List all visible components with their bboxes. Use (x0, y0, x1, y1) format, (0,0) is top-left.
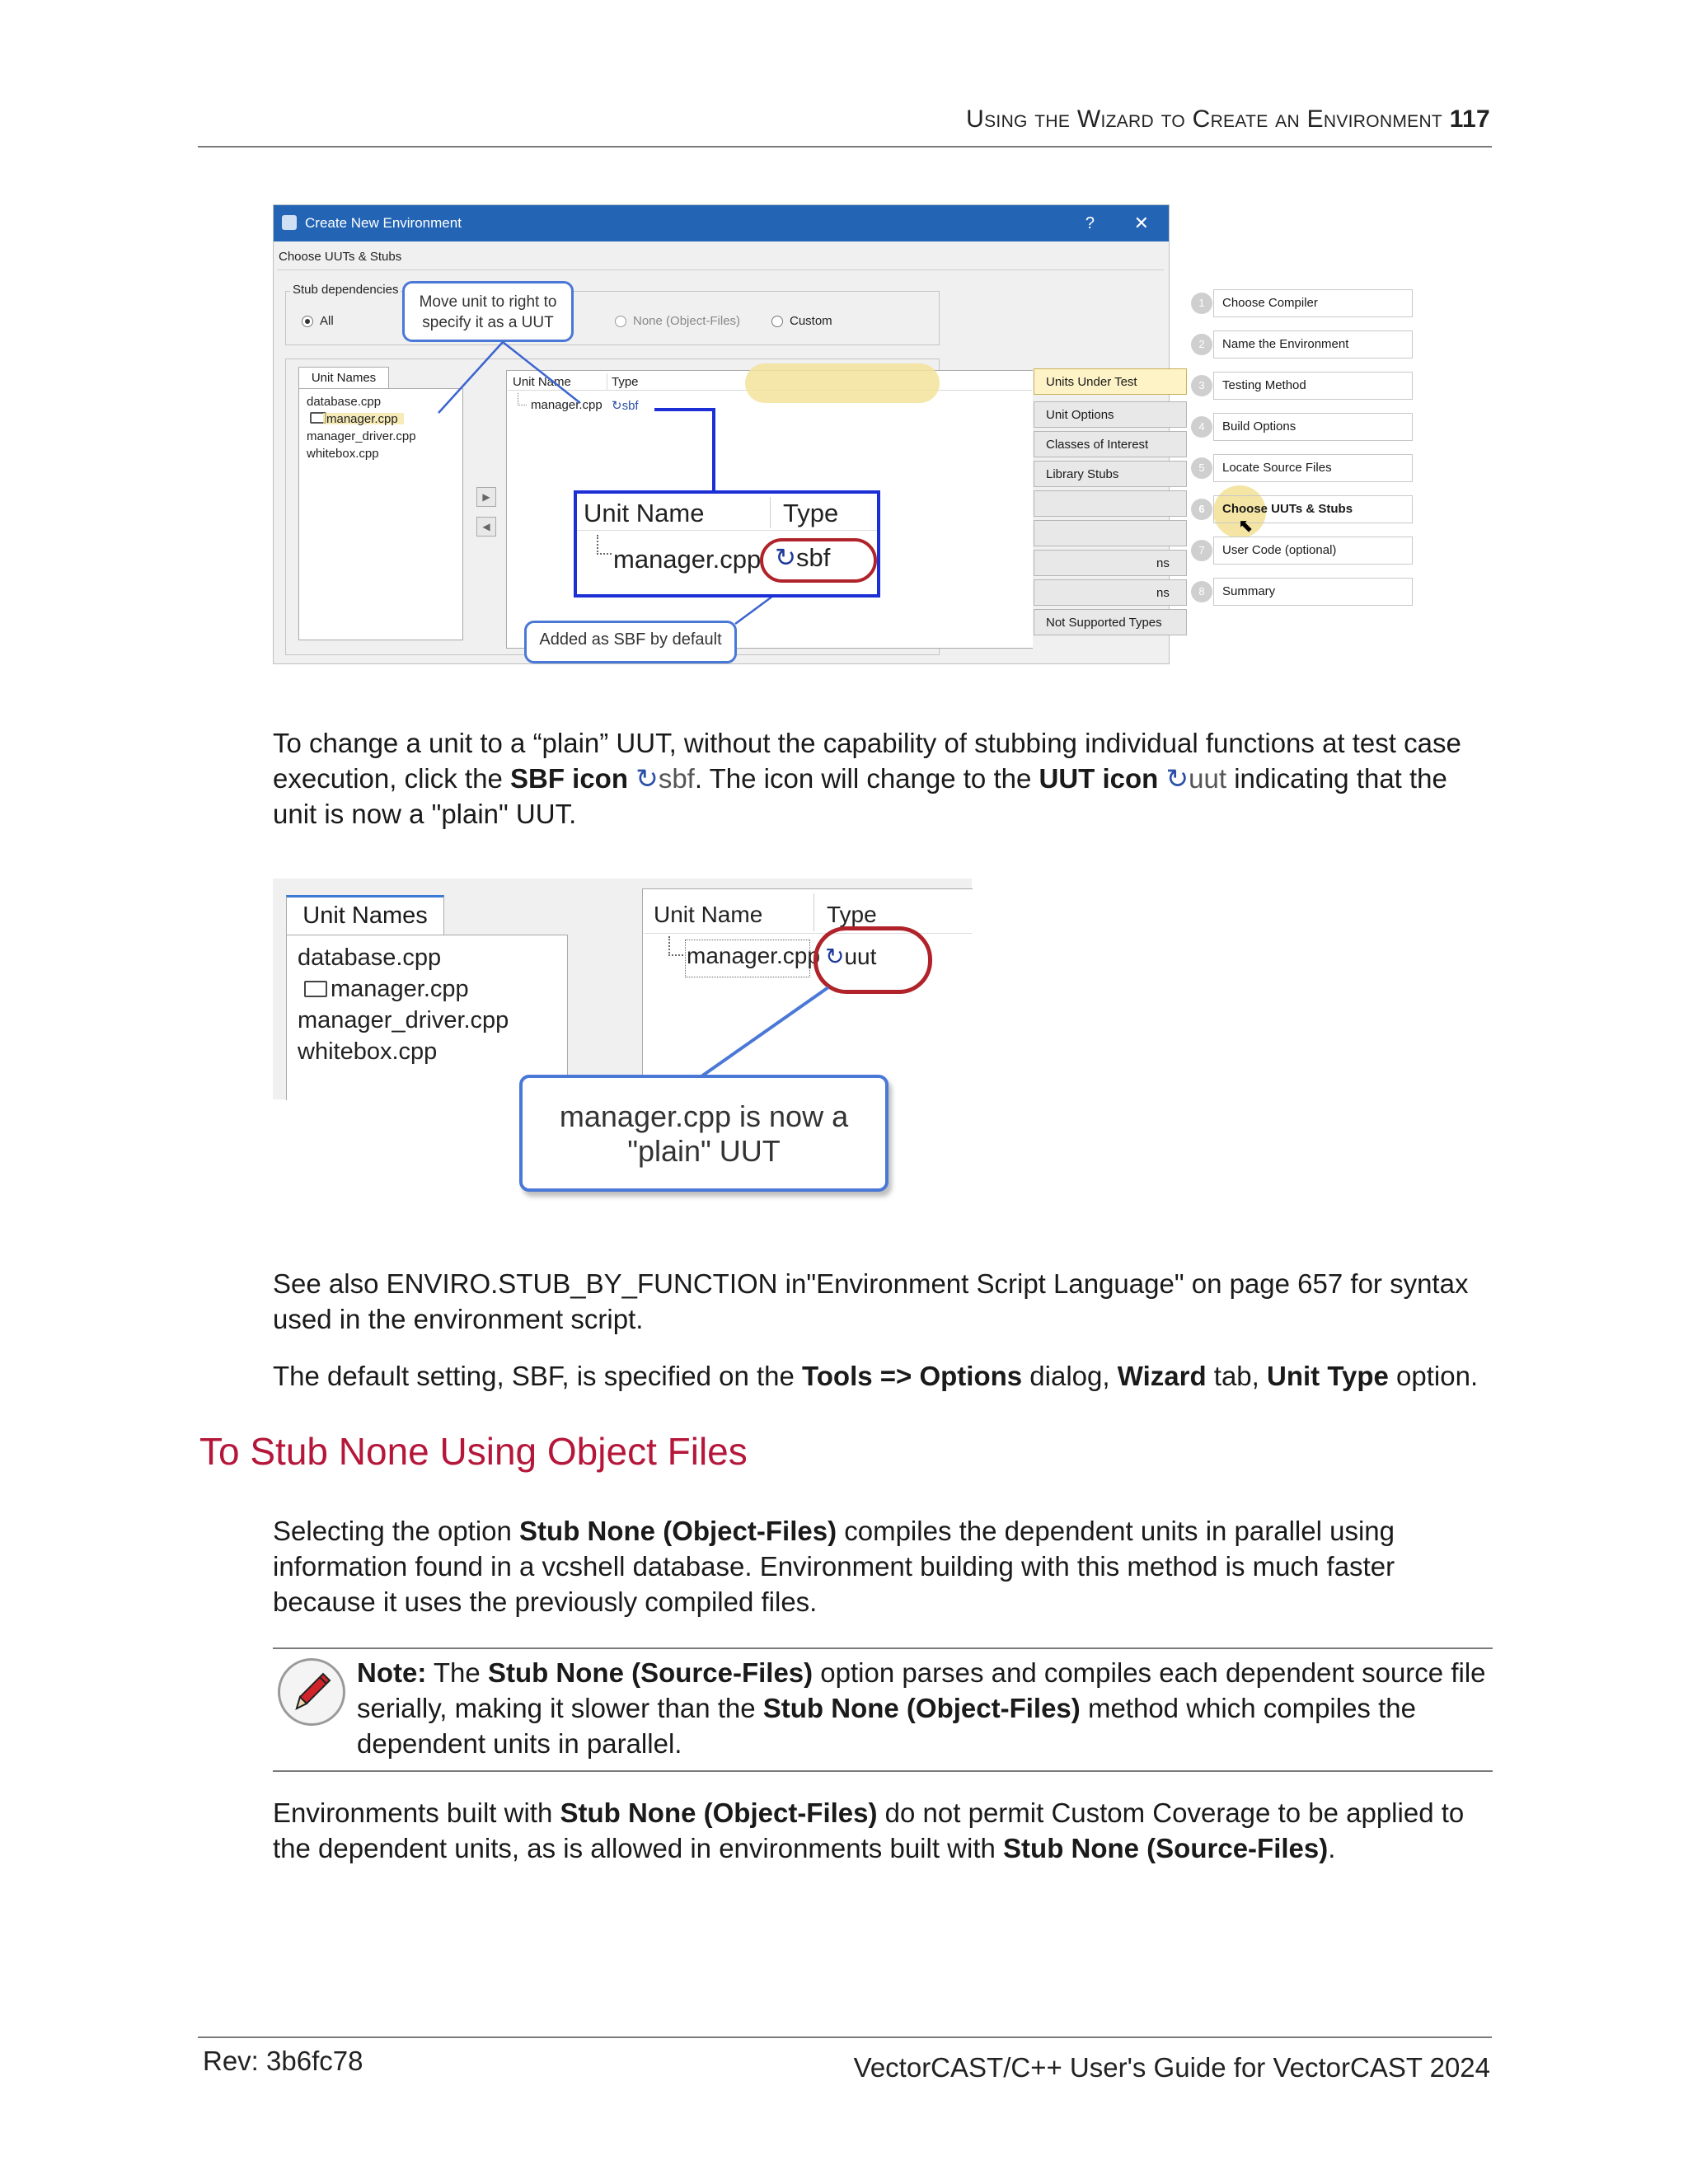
paragraph-change-unit (273, 725, 1484, 832)
note-bottom-rule (273, 1770, 1493, 1772)
list-item[interactable]: database.cpp (298, 944, 442, 971)
zoom-tree-connector (597, 535, 612, 555)
step-number: 6 (1191, 499, 1212, 520)
zoom-sbf-icon: ↻sbf (775, 543, 831, 572)
step-label: Name the Environment (1222, 337, 1349, 351)
bold-text: Stub None (Object-Files) (519, 1516, 837, 1546)
sbf-icon[interactable]: ↻sbf (612, 399, 639, 413)
step-label: Locate Source Files (1222, 461, 1332, 475)
bold-text: Stub None (Source-Files) (1003, 1833, 1329, 1863)
note-text (357, 1655, 1486, 1761)
text: The default setting, SBF, is specified on the (273, 1361, 803, 1391)
list-item[interactable]: whitebox.cpp (307, 447, 379, 461)
text: method which compiles the dependent units in parallel. (357, 1693, 1416, 1759)
bold-text: Unit Type (1267, 1361, 1389, 1391)
paragraph-environments (273, 1795, 1501, 1866)
tab-unit-names[interactable]: Unit Names (286, 895, 444, 937)
callout-plain-uut: manager.cpp is now a "plain" UUT (519, 1075, 889, 1192)
tab-not-supported-types[interactable]: Not Supported Types (1034, 609, 1187, 635)
tab-library-stubs[interactable]: Library Stubs (1034, 461, 1187, 487)
zoom-col-unit-name: Unit Name (584, 499, 705, 527)
bold-text: Stub None (Object-Files) (762, 1693, 1081, 1723)
step-label: Summary (1222, 584, 1276, 598)
zoom-tree-item: manager.cpp (613, 545, 762, 574)
highlight-units-under-test (745, 363, 940, 403)
col-unit-name: Unit Name (654, 902, 763, 927)
wizard-step-5[interactable] (1198, 454, 1413, 482)
text: Selecting the option (273, 1516, 520, 1546)
list-item[interactable]: whitebox.cpp (298, 1038, 438, 1065)
inline-uut-text: uut (1189, 763, 1227, 794)
tab-unit-names[interactable]: Unit Names (298, 367, 389, 389)
wizard-step-8[interactable] (1198, 578, 1413, 606)
bold-text: Wizard (1117, 1361, 1207, 1391)
bold-text: SBF icon (509, 763, 628, 794)
list-item[interactable]: manager.cpp (331, 976, 469, 1002)
step-number: 7 (1191, 540, 1212, 561)
bold-text: Stub None (Object-Files) (560, 1797, 878, 1828)
list-item[interactable]: manager.cpp (326, 412, 398, 426)
radio-all-label: All (320, 314, 334, 328)
tab-unit-options[interactable]: Unit Options (1034, 401, 1187, 428)
tree-type: sbf (621, 399, 639, 413)
inline-sbf-icon: ↻sbf (635, 763, 695, 794)
stub-group-label: Stub dependencies (290, 283, 401, 297)
text: . The icon will change to the (694, 763, 1039, 794)
wizard-step-7[interactable] (1198, 537, 1413, 565)
footer-guide-title: VectorCAST/C++ User's Guide for VectorCAST 2024 (853, 2052, 1490, 2083)
callout-connector (273, 879, 972, 1093)
wizard-step-3[interactable] (1198, 372, 1413, 400)
tab-classes-of-interest[interactable]: Classes of Interest (1034, 431, 1187, 457)
close-icon[interactable]: ✕ (1133, 213, 1149, 233)
zoom-type-value: sbf (795, 543, 831, 572)
tab-hidden-1[interactable] (1034, 490, 1187, 517)
zoom-col-type: Type (783, 499, 839, 527)
step-number: 1 (1191, 293, 1212, 314)
zoom-col-divider (770, 497, 771, 528)
step-number: 5 (1191, 457, 1212, 479)
step-label: Choose UUTs & Stubs (1222, 502, 1353, 516)
step-label: User Code (optional) (1222, 543, 1337, 557)
list-item[interactable]: manager_driver.cpp (298, 1007, 509, 1033)
page-number: 117 (1449, 105, 1490, 133)
step-number: 3 (1191, 375, 1212, 396)
step-number: 8 (1191, 581, 1212, 602)
wizard-step-2[interactable] (1198, 330, 1413, 359)
window-title: Create New Environment (305, 215, 462, 231)
text: Environments built with (273, 1797, 560, 1828)
pencil-icon (278, 1658, 345, 1726)
tab-partial-2[interactable]: ns (1034, 579, 1187, 606)
col-unit-name: Unit Name (513, 375, 571, 389)
text: To change a unit to a “plain” UUT, without the capability of stubbing individual functions at test case execution, click the (273, 728, 1461, 794)
tab-hidden-2[interactable] (1034, 520, 1187, 546)
bold-text: Stub None (Source-Files) (487, 1657, 814, 1688)
paragraph-default-setting (273, 1358, 1501, 1394)
section-heading: To Stub None Using Object Files (199, 1430, 748, 1473)
step-label: Build Options (1222, 419, 1296, 434)
footer-revision: Rev: 3b6fc78 (203, 2046, 363, 2076)
paragraph-see-also: See also ENVIRO.STUB_BY_FUNCTION in"Environment Script Language" on page 657 for syntax used in the environment script. (273, 1268, 1469, 1334)
col-type: Type (612, 375, 639, 389)
inline-sbf-text: sbf (658, 763, 695, 794)
section-label: Choose UUTs & Stubs (279, 250, 402, 264)
uut-icon[interactable]: ↻uut (825, 944, 877, 969)
note-top-rule (273, 1647, 1493, 1649)
callout-added-sbf: Added as SBF by default (524, 621, 737, 663)
text: do not permit Custom Coverage to be applied to the dependent units, as is allowed in environments built with (273, 1797, 1465, 1863)
header-title: Using the Wizard to Create an Environment (966, 105, 1443, 133)
help-icon[interactable]: ? (1085, 214, 1095, 232)
tree-item[interactable]: manager.cpp (687, 943, 820, 968)
step-label: Choose Compiler (1222, 296, 1318, 310)
radio-custom-label: Custom (790, 314, 832, 328)
text: The (426, 1657, 488, 1688)
callout-move-unit: Move unit to right to specify it as a UUT (402, 281, 574, 342)
text: option parses and compiles each dependent source file serially, making it slower than the (357, 1657, 1486, 1723)
wizard-step-4[interactable] (1198, 413, 1413, 441)
running-header (966, 105, 1490, 134)
tab-partial-1[interactable]: ns (1034, 550, 1187, 576)
footer-rule (198, 2036, 1492, 2038)
text: dialog, (1022, 1361, 1118, 1391)
list-item[interactable]: database.cpp (307, 395, 382, 409)
note-label: Note: (357, 1657, 427, 1688)
text: tab, (1206, 1361, 1267, 1391)
create-environment-screenshot (273, 204, 1353, 664)
text: compiles the dependent units in parallel using information found in a vcshell database. Environment building with this method is much faster because it uses the previously compiled files. (273, 1516, 1395, 1617)
step-number: 2 (1191, 334, 1212, 355)
step-label: Testing Method (1222, 378, 1306, 392)
col-type: Type (827, 902, 877, 927)
bold-text: UUT icon (1039, 763, 1159, 794)
tree-type: uut (844, 944, 877, 969)
text: indicating that the unit is now a "plain" UUT. (273, 763, 1447, 829)
move-right-button[interactable]: ▶ (476, 487, 496, 507)
bold-text: Tools => Options (802, 1361, 1023, 1391)
inline-uut-icon: ↻uut (1165, 763, 1227, 794)
tab-units-under-test[interactable]: Units Under Test (1034, 368, 1187, 395)
wizard-step-1[interactable] (1198, 289, 1413, 317)
text: option. (1388, 1361, 1479, 1391)
list-item[interactable]: manager_driver.cpp (307, 429, 416, 443)
tree-item[interactable]: manager.cpp (531, 398, 603, 412)
step-number: 4 (1191, 416, 1212, 438)
text: . (1328, 1833, 1336, 1863)
radio-none-label: None (Object-Files) (633, 314, 741, 328)
move-left-button[interactable]: ◀ (476, 517, 496, 537)
paragraph-stub-none (273, 1513, 1493, 1619)
header-rule (198, 146, 1492, 148)
mouse-cursor-icon: ⬉ (1238, 515, 1254, 536)
